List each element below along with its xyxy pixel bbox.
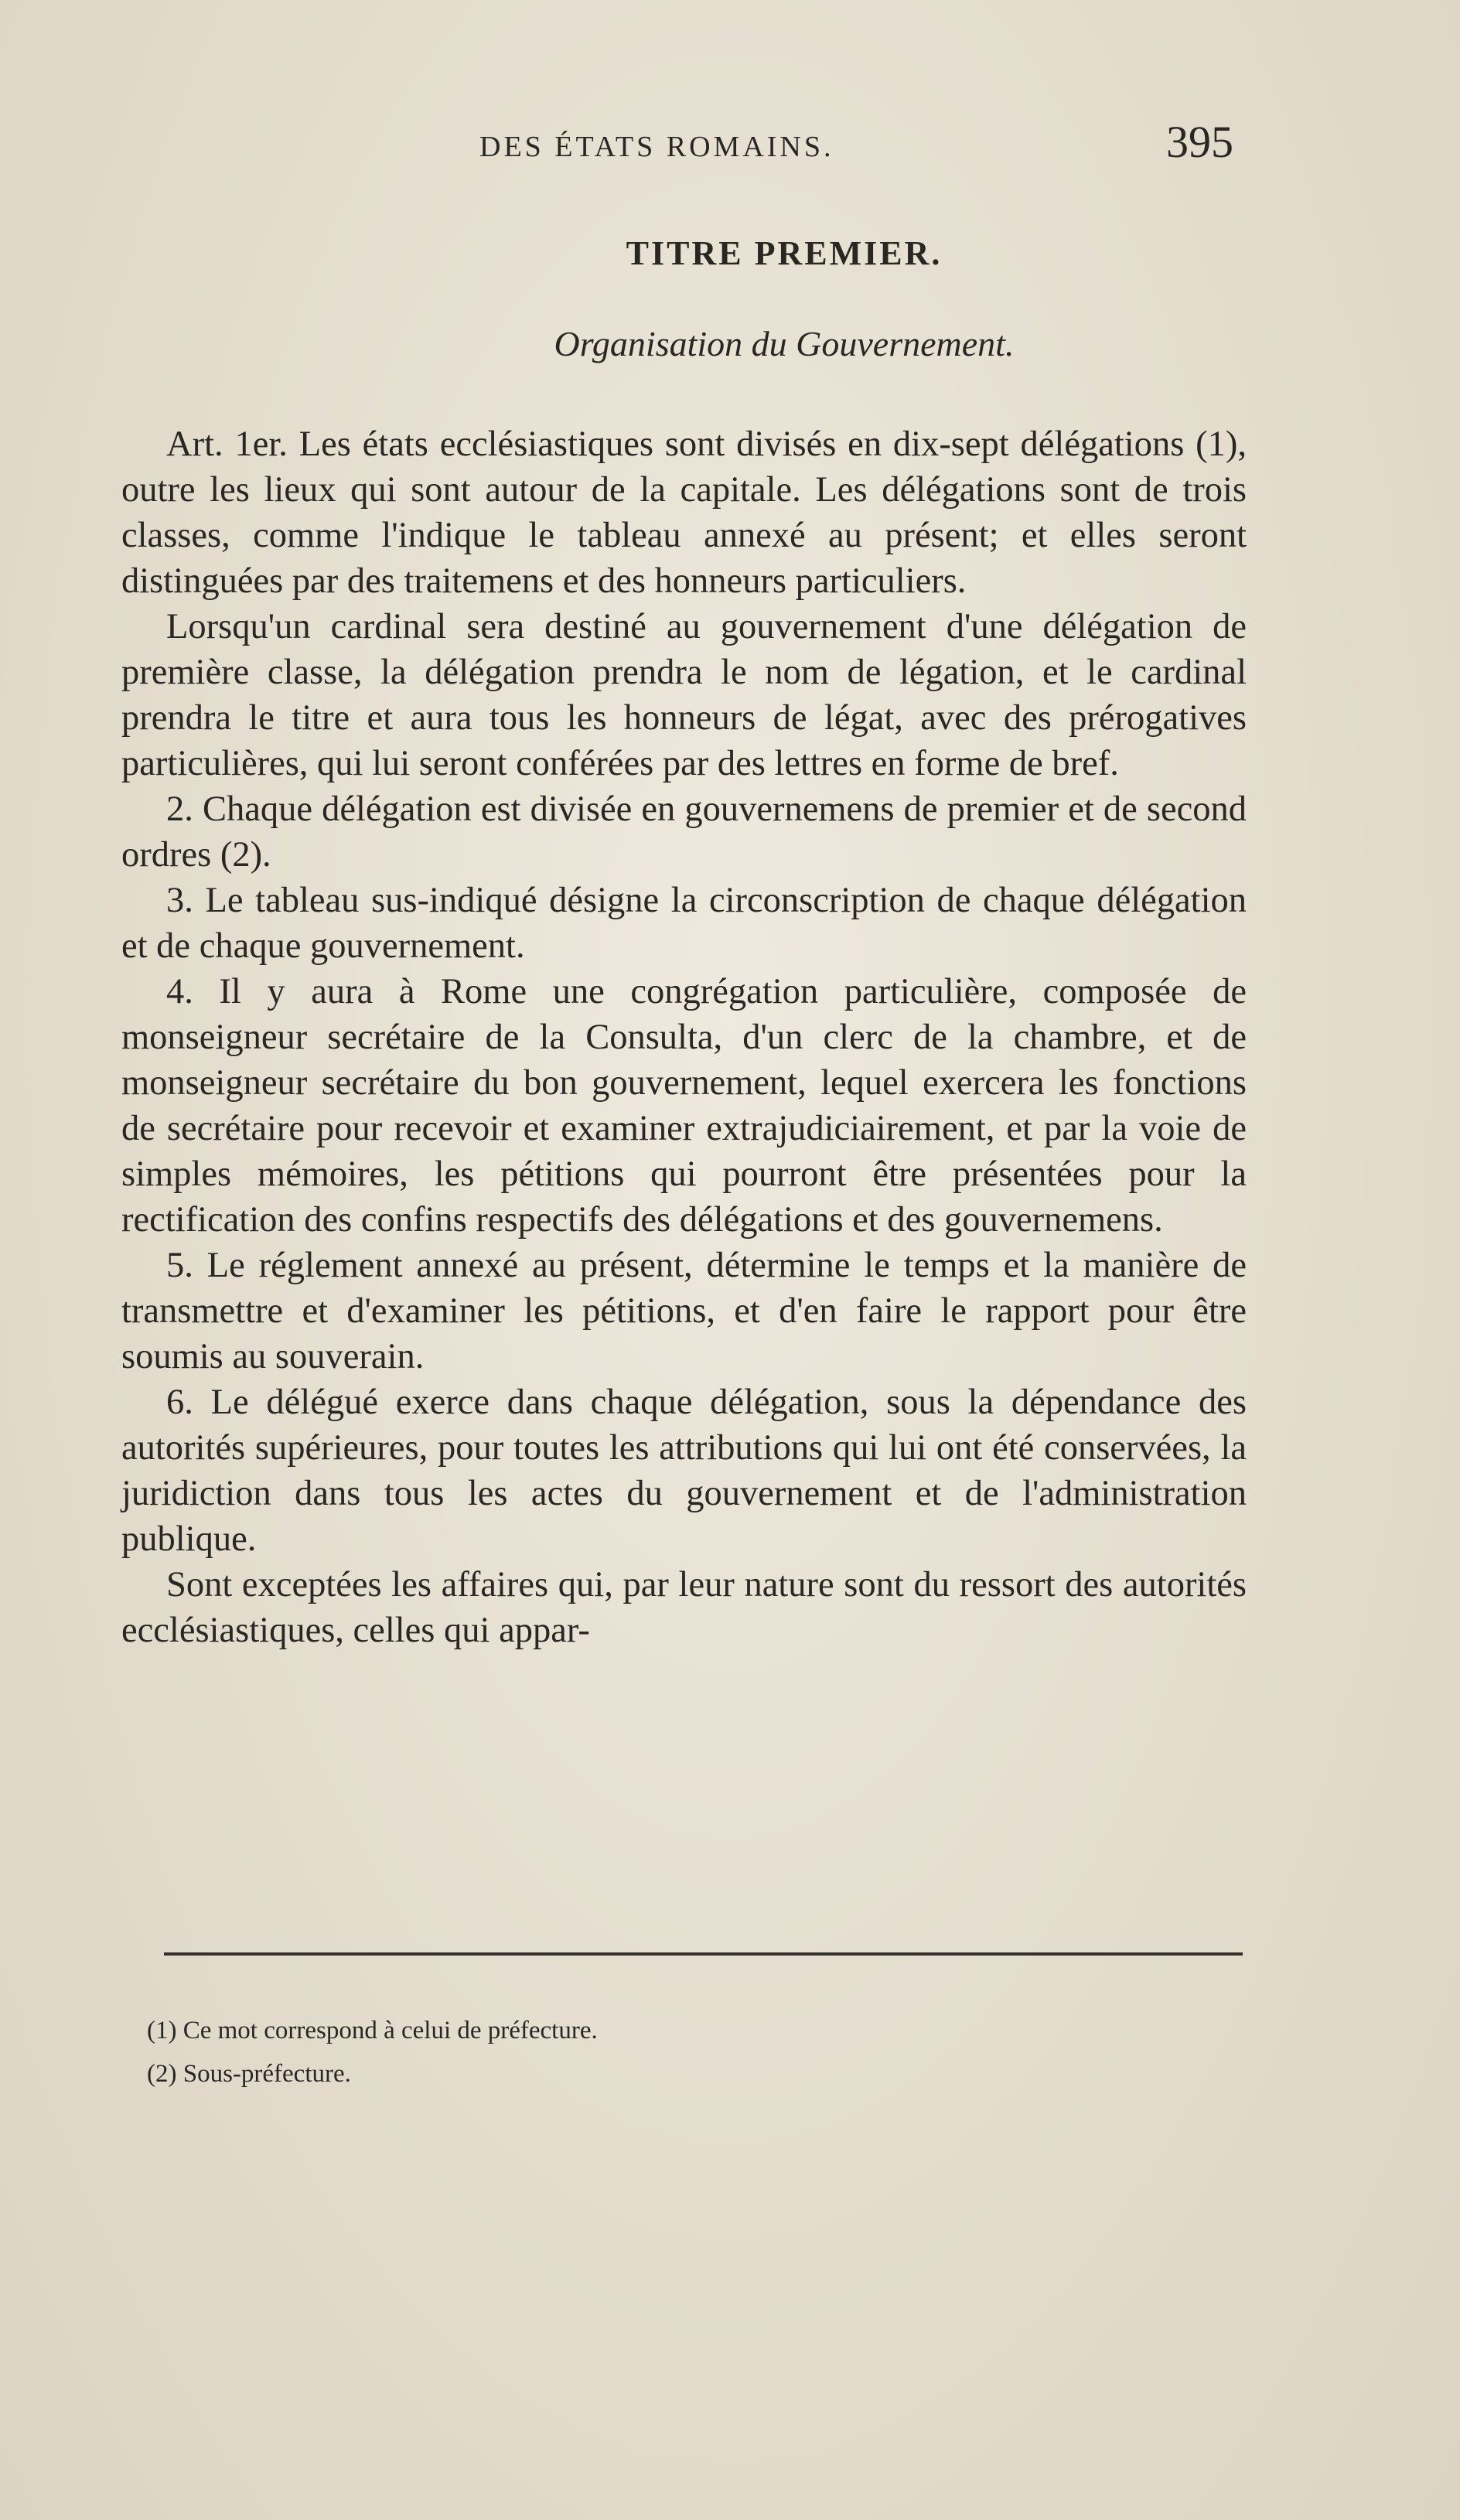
footnote-divider	[164, 1952, 1243, 1956]
paragraph-legation: Lorsqu'un cardinal sera destiné au gouvernement d'une délégation de première classe, la délégation prendra le nom de légation, et le cardinal prendra le titre et aura tous les honneurs de légat, avec des prérogatives particulières, qui lui seront conférées par des lettres en forme de bref.	[121, 607, 1247, 783]
page-number: 395	[1166, 117, 1233, 167]
paragraph-article-1: Art. 1er. Les états ecclésiastiques sont divisés en dix-sept délégations (1), outre les lieux qui sont autour de la capitale. Les délégations sont de trois classes, comme l'indique le tableau annexé au présent; et elles seront distinguées par des traitemens et des honneurs particuliers.	[121, 425, 1247, 601]
footnote-1: (1) Ce mot correspond à celui de préfecture.	[147, 2017, 598, 2044]
paragraph-article-4: 4. Il y aura à Rome une congrégation particulière, composée de monseigneur secrétaire de la Consulta, d'un clerc de la chambre, et de monseigneur secrétaire du bon gouvernement, lequel exercera les fonctions de secrétaire pour recevoir et examiner extrajudiciairement, et par la voie de simples mémoires, les pétitions qui pourront être présentées pour la rectification des confins respectifs des délégations et des gouvernemens.	[121, 972, 1247, 1240]
footnote-2: (2) Sous-préfecture.	[147, 2060, 351, 2088]
section-subtitle: Organisation du Gouvernement.	[554, 324, 1015, 363]
paragraph-article-6: 6. Le délégué exerce dans chaque délégation, sous la dépendance des autorités supérieures, pour toutes les attributions qui lui ont été conservées, la juridiction dans tous les actes du gouvernement et de l'administration publique.	[121, 1383, 1247, 1559]
paragraph-article-3: 3. Le tableau sus-indiqué désigne la circonscription de chaque délégation et de chaque gouvernement.	[121, 881, 1247, 966]
body-text	[121, 421, 1247, 1653]
paragraph-article-2: 2. Chaque délégation est divisée en gouvernemens de premier et de second ordres (2).	[121, 789, 1247, 875]
footnotes	[147, 2009, 598, 2095]
running-head: DES ÉTATS ROMAINS.	[479, 131, 834, 163]
section-title: TITRE PREMIER.	[626, 234, 943, 272]
paragraph-article-5: 5. Le réglement annexé au présent, détermine le temps et la manière de transmettre et d'examiner les pétitions, et d'en faire le rapport pour être soumis au souverain.	[121, 1246, 1247, 1376]
paragraph-exceptions: Sont exceptées les affaires qui, par leur nature sont du ressort des autorités ecclésiastiques, celles qui appar-	[121, 1565, 1247, 1650]
